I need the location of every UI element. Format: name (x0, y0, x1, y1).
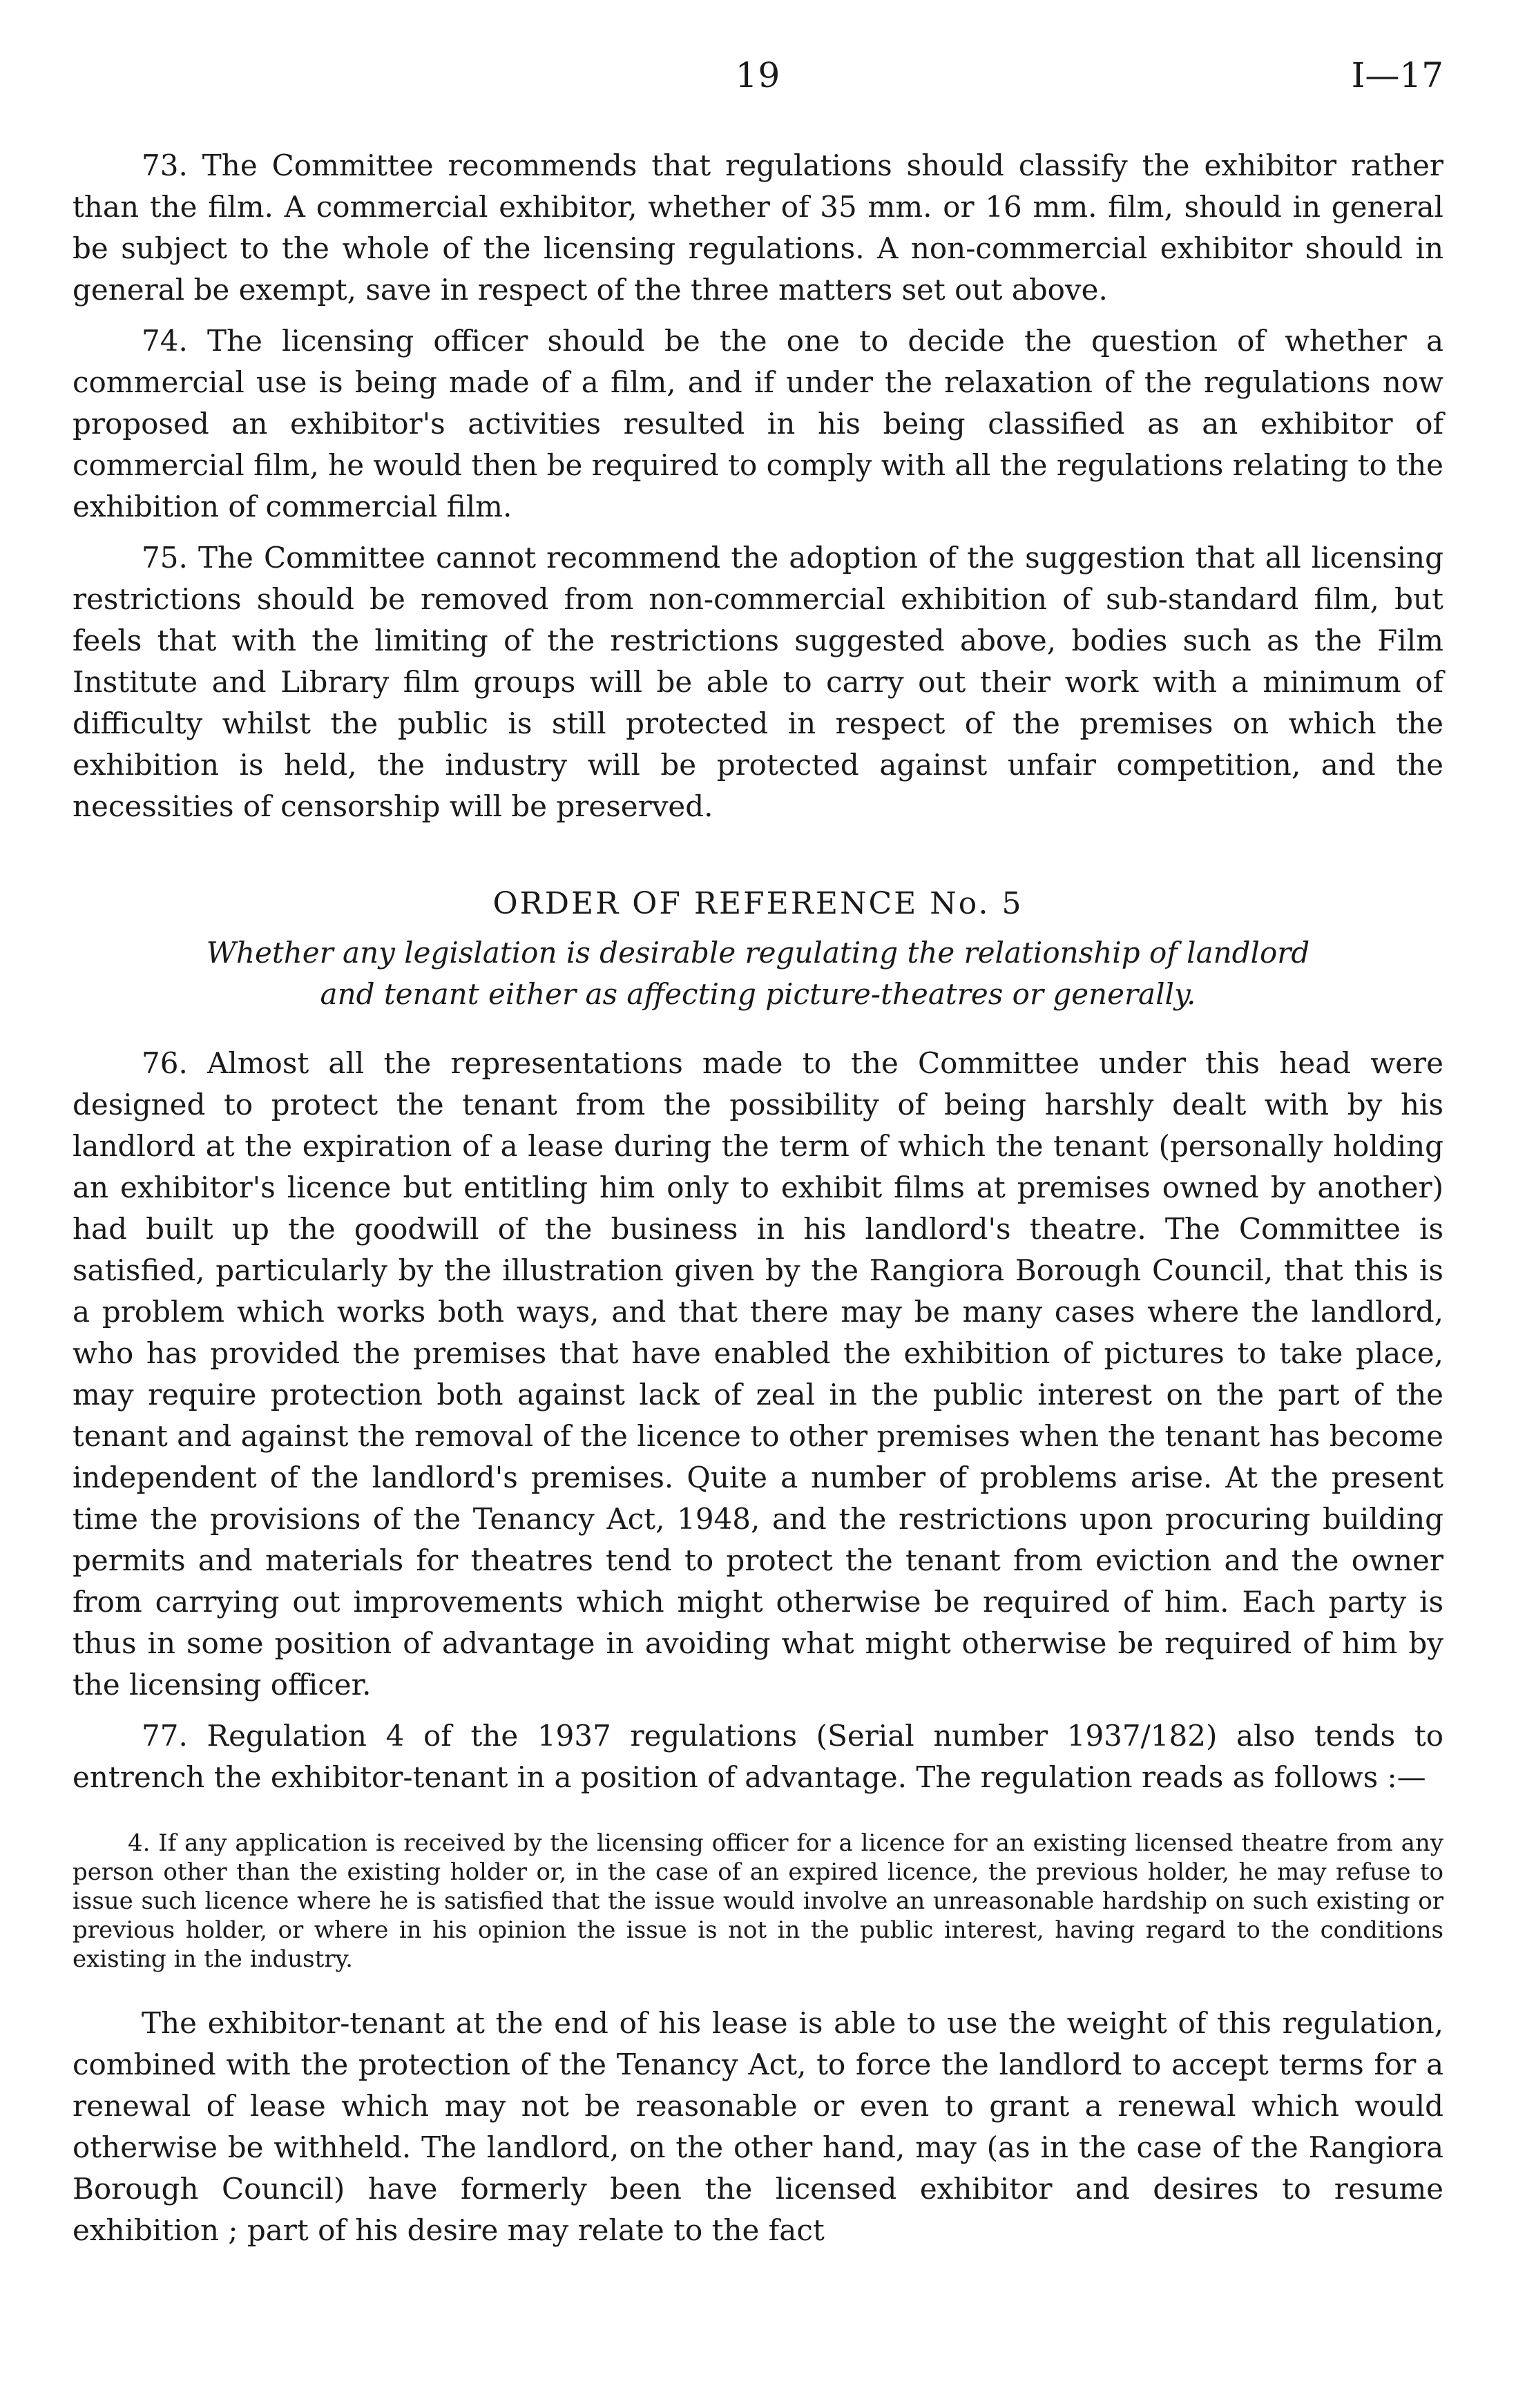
page-number: 19 (735, 55, 781, 95)
paragraph-74: 74. The licensing officer should be the one to decide the question of whether a commercial use is being made of a film, and if under the relaxation of the regulations now proposed an exhibitor's activities resulted in his being classified as an exhibitor of commercial film, he would then be required to comply with all the regulations relating to the exhibition of commercial film. (73, 324, 1443, 523)
paragraph-73: 73. The Committee recommends that regulations should classify the exhibitor rather than the film. A commercial exhibitor, whether of 35 mm. or 16 mm. film, should in general be subject to the whole of the licensing regulations. A non-commercial exhibitor should in general be exempt, save in respect of the three matters set out above. (73, 148, 1443, 307)
closing-paragraph: The exhibitor-tenant at the end of his lease is able to use the weight of this regulation, combined with the protection of the Tenancy Act, to force the landlord to accept terms for a renewal of lease which may not be reasonable or even to grant a renewal which would otherwise be withheld. The landlord, on the other hand, may (as in the case of the Rangiora Borough Council) have formerly been the licensed exhibitor and desires to resume exhibition ; part of his desire may relate to the fact (73, 2006, 1443, 2247)
document-reference: I—17 (1351, 55, 1443, 95)
paragraph-77: 77. Regulation 4 of the 1937 regulations (Serial number 1937/182) also tends to entrench the exhibitor-tenant in a position of advantage. The regulation reads as follows :— (73, 1719, 1443, 1794)
page-body (73, 145, 1443, 2251)
section-heading: ORDER OF REFERENCE No. 5 (492, 886, 1024, 921)
regulation-quote: 4. If any application is received by the licensing officer for a licence for an existing licensed theatre from any person other than the existing holder or, in the case of an expired licence, the previous holder, he may refuse to issue such licence where he is satisfied that the issue would involve an unreasonable hardship on such existing or previous holder, or where in his opinion the issue is not in the public interest, having regard to the conditions existing in the industry. (73, 1829, 1443, 1973)
paragraph-75: 75. The Committee cannot recommend the adoption of the suggestion that all licensing restrictions should be removed from non-commercial exhibition of sub-standard film, but feels that with the limiting of the restrictions suggested above, bodies such as the Film Institute and Library film groups will be able to carry out their work with a minimum of difficulty whilst the public is still protected in respect of the premises on which the exhibition is held, the industry will be protected against unfair competition, and the necessities of censorship will be preserved. (73, 541, 1443, 823)
section-subheading: Whether any legislation is desirable regulating the relationship of landlord and tenant either as affecting picture-theatres or generally. (206, 936, 1310, 1011)
paragraph-76: 76. Almost all the representations made to the Committee under this head were designed to protect the tenant from the possibility of being harshly dealt with by his landlord at the expiration of a lease during the term of which the tenant (personally holding an exhibitor's licence but entitling him only to exhibit films at premises owned by another) had built up the goodwill of the business in his landlord's theatre. The Committee is satisfied, particularly by the illustration given by the Rangiora Borough Council, that this is a problem which works both ways, and that there may be many cases where the landlord, who has provided the premises that have enabled the exhibition of pictures to take place, may require protection both against lack of zeal in the public interest on the part of the tenant and against the removal of the licence to other premises when the tenant has become independent of the landlord's premises. Quite a number of problems arise. At the present time the provisions of the Tenancy Act, 1948, and the restrictions upon procuring building permits and materials for theatres tend to protect the tenant from eviction and the owner from carrying out improvements which might otherwise be required of him. Each party is thus in some position of advantage in avoiding what might otherwise be required of him by the licensing officer. (73, 1046, 1443, 1702)
